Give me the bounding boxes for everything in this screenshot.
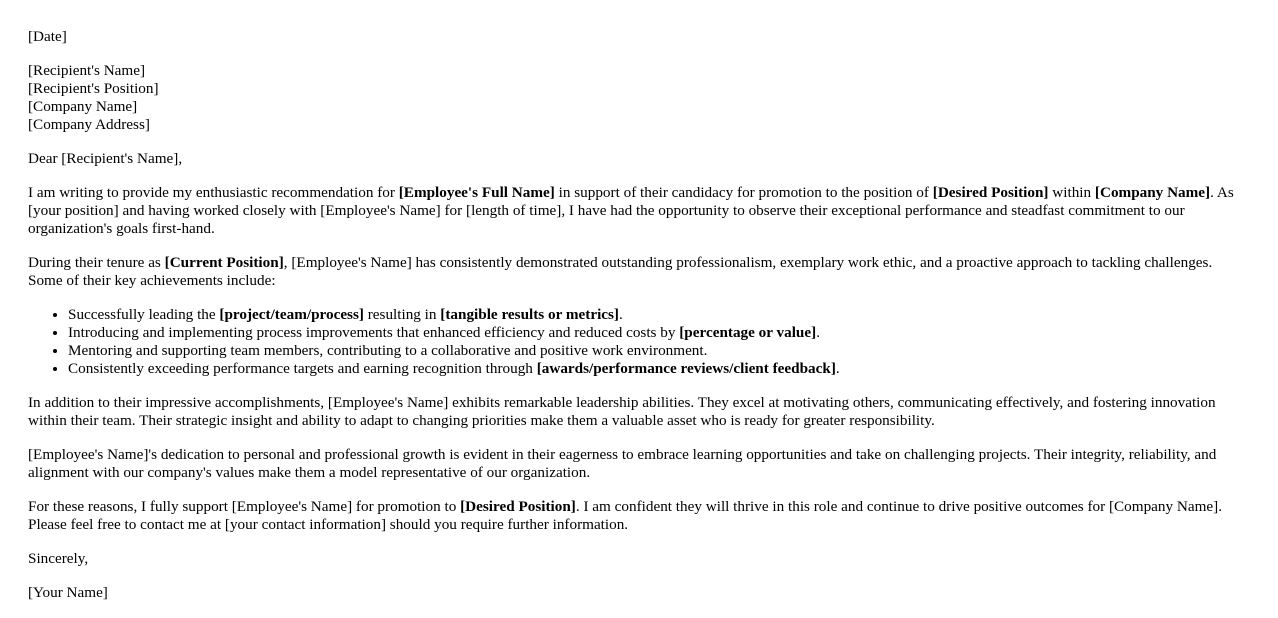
salutation: Dear [Recipient's Name], — [28, 150, 183, 167]
recipient-name: [Recipient's Name] — [28, 62, 146, 79]
recipient-company: [Company Name] — [28, 98, 138, 115]
list-item — [68, 342, 1248, 360]
company-name-placeholder: [Company Name] — [1094, 184, 1211, 201]
text: . — [816, 324, 820, 341]
paragraph-introduction — [28, 184, 1248, 238]
list-item — [68, 324, 1248, 342]
paragraph-tenure — [28, 254, 1248, 290]
list-item — [68, 360, 1248, 378]
text: Successfully leading the — [68, 306, 220, 323]
recognition-placeholder: [awards/performance reviews/client feedback] — [536, 360, 836, 377]
text: Mentoring and supporting team members, contributing to a collaborative and positive work environment. — [68, 342, 708, 359]
text: , [Employee's Name] has consistently demonstrated outstanding professionalism, exemplary work ethic, and a proactive approach to tackling challenges. Some of their key achievements include: — [28, 254, 1213, 289]
letter-date: [Date] — [28, 28, 67, 45]
text: in support of their candidacy for promotion to the position of — [554, 184, 933, 201]
current-position-placeholder: [Current Position] — [164, 254, 284, 271]
percentage-placeholder: [percentage or value] — [679, 324, 817, 341]
recipient-company-address: [Company Address] — [28, 116, 150, 133]
paragraph-conclusion — [28, 498, 1248, 534]
achievements-list — [28, 306, 1248, 378]
text: Introducing and implementing process improvements that enhanced efficiency and reduced costs by — [68, 324, 680, 341]
text: . — [619, 306, 623, 323]
project-placeholder: [project/team/process] — [219, 306, 364, 323]
desired-position-placeholder: [Desired Position] — [460, 498, 576, 515]
text: . — [835, 360, 840, 377]
text: During their tenure as — [28, 254, 165, 271]
desired-position-placeholder: [Desired Position] — [932, 184, 1049, 201]
text: resulting in — [363, 306, 441, 323]
results-placeholder: [tangible results or metrics] — [440, 306, 619, 323]
closing: Sincerely, — [28, 550, 89, 567]
recipient-address-block — [28, 62, 1248, 134]
text: Consistently exceeding performance targets and earning recognition through — [68, 360, 537, 377]
list-item — [68, 306, 1248, 324]
paragraph-leadership: In addition to their impressive accomplishments, [Employee's Name] exhibits remarkable leadership abilities. They excel at motivating others, communicating effectively, and fostering innovation within their team. Their strategic insight and ability to adapt to changing priorities make them a valuable asset who is ready for greater responsibility. — [28, 394, 1216, 429]
text: . As [your position] and having worked closely with [Employee's Name] for [length of time], I have had the opportunity to observe their exceptional performance and steadfast commitment to our organization's goals first-hand. — [28, 184, 1234, 237]
paragraph-growth: [Employee's Name]'s dedication to personal and professional growth is evident in their eagerness to embrace learning opportunities and take on challenging projects. Their integrity, reliability, and alignment with our company's values make them a model representative of our organization. — [28, 446, 1217, 481]
recipient-position: [Recipient's Position] — [28, 80, 159, 97]
text: . I am confident they will thrive in this role and continue to drive positive outcomes for [Company Name]. Please feel free to contact me at [your contact information] should you require further information. — [28, 498, 1223, 533]
text: For these reasons, I fully support [Employee's Name] for promotion to — [28, 498, 461, 515]
text: I am writing to provide my enthusiastic recommendation for — [28, 184, 399, 201]
employee-full-name-placeholder: [Employee's Full Name] — [398, 184, 555, 201]
signature: [Your Name] — [28, 584, 108, 601]
text: within — [1048, 184, 1095, 201]
letter-document — [28, 28, 1248, 618]
